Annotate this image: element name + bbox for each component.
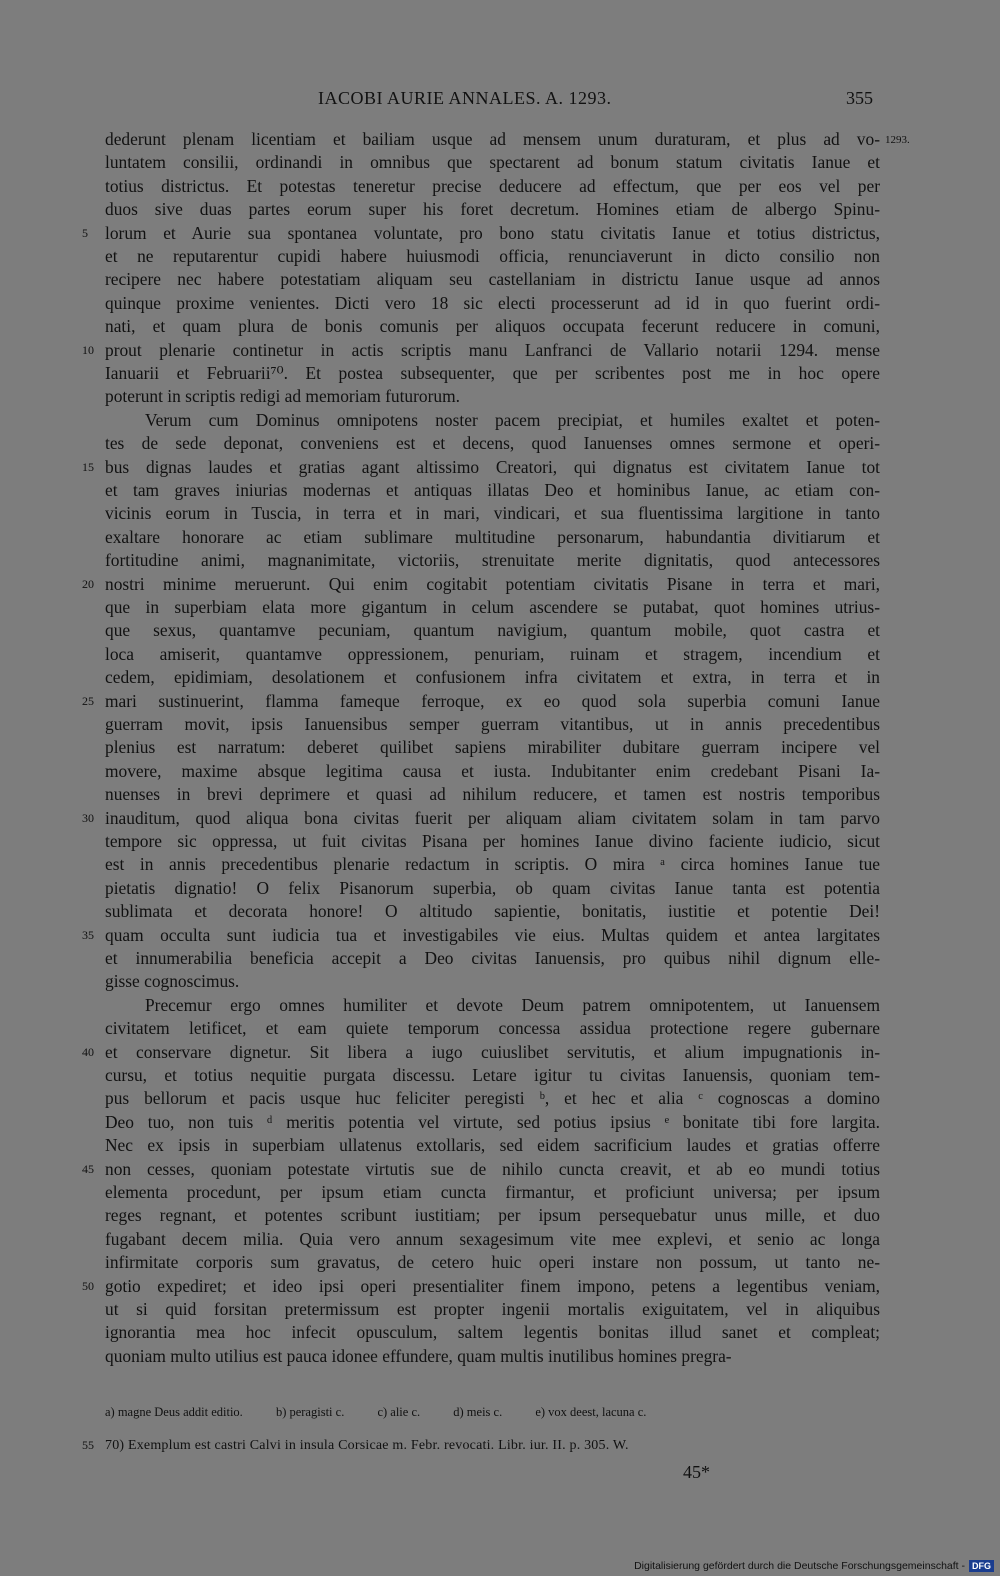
footnote-e: e) vox deest, lacuna c.: [535, 1405, 647, 1419]
text-line: Precemur ergo omnes humiliter et devote Deum patrem omnipotentem, ut Ianuensem: [145, 994, 880, 1015]
text-line: fugabant decem milia. Quia vero annum sexagesimum vite mee explevi, et senio ac longa: [105, 1228, 880, 1249]
text-line: Ianuarii et Februarii⁷⁰. Et postea subsequenter, que per scribentes post me in hoc opere: [105, 363, 880, 383]
line-number: 25: [82, 693, 94, 708]
text-line: et conservare dignetur. Sit libera a iugo cuiuslibet servitutis, et alium impugnationis in-: [105, 1041, 880, 1062]
text-line: que sexus, quantamve pecuniam, quantum navigium, quantum mobile, quot castra et: [105, 620, 880, 641]
text-line: inauditum, quod aliqua bona civitas fuerit per aliquam aliam civitatem solam in tam parvo: [105, 807, 880, 828]
text-line: civitatem letificet, et eam quiete temporum concessa assidua protectione regere gubernare: [105, 1018, 880, 1039]
line-number: 35: [82, 927, 94, 942]
text-line: ut si quid forsitan pretermissum est propter ingenii mortalis exiguitatem, vel in aliquibus: [105, 1299, 880, 1319]
text-line: gotio expediret; et ideo ipsi operi presentialiter finem impono, petens a legentibus veniam,: [105, 1275, 880, 1296]
text-line: et tam graves iniurias modernas et antiquas illatas Deo et hominibus Ianue, ac etiam con-: [105, 480, 880, 500]
text-line: totius districtus. Et potestas teneretur precise deducere ad effectum, que per eos vel per: [105, 175, 880, 196]
text-line: quoniam multo utilius est pauca idonee effundere, quam multis inutilibus homines pregra-: [105, 1345, 732, 1366]
text-line: que in superbiam elata more gigantum in celum ascendere se putabat, quot homines utrius-: [105, 597, 880, 617]
text-line: luntatem consilii, ordinandi in omnibus que spectarent ad bonum statum civitatis Ianue et: [105, 152, 880, 173]
variant-footnotes: [105, 1405, 865, 1420]
text-line: recipere nec habere potestatiam aliquam seu castellaniam in districtu Ianue usque ad annos: [105, 269, 880, 290]
text-line: nuenses in brevi deprimere et quasi ad nihilum reducere, et tamen est nostris temporibus: [105, 784, 880, 805]
text-line: infirmitate corporis sum gravatus, de cetero huic operi instare non possum, ut tanto ne-: [105, 1252, 880, 1273]
text-line: exaltare honorare ac etiam sublimare multitudine personarum, habundantia divitiarum et: [105, 526, 880, 547]
dfg-attribution: [634, 1560, 994, 1572]
footnote-b: b) peragisti c.: [275, 1405, 345, 1419]
signature-mark: 45*: [683, 1462, 710, 1482]
text-line: poterunt in scriptis redigi ad memoriam futurorum.: [105, 386, 460, 407]
text-line: pietatis dignatio! O felix Pisanorum superbia, ob quam civitas Ianue tanta est potentia: [105, 877, 880, 898]
text-line: bus dignas laudes et gratias agant altissimo Creatori, qui dignatus est civitatem Ianue tot: [105, 456, 880, 477]
text-line: cedem, epidimiam, desolationem et confusionem infra civitatem et extra, in terra et in: [105, 667, 880, 688]
text-line: est in annis precedentibus plenarie redactum in scriptis. O mira ᵃ circa homines Ianue tue: [105, 854, 880, 875]
text-line: fortitudine animi, magnanimitate, victoriis, strenuitate merite dignitatis, quod antecessores: [105, 550, 880, 571]
page-number: 355: [846, 88, 873, 108]
text-line: sublimata et decorata honore! O altitudo sapientie, bonitatis, iustitie et potentie Dei!: [105, 901, 880, 922]
running-title: IACOBI AURIE ANNALES. A. 1293.: [318, 88, 612, 108]
text-line: pus bellorum et pacis usque huc feliciter peregisti ᵇ, et hec et alia ᶜ cognoscas a domino: [105, 1088, 880, 1109]
text-line: et innumerabilia beneficia accepit a Deo civitas Ianuensis, pro quibus nihil dignum elle-: [105, 948, 880, 968]
footnote-line-number: 55: [82, 1438, 94, 1452]
dfg-attribution-text: Digitalisierung gefördert durch die Deutsche Forschungsgemeinschaft -: [634, 1560, 965, 1572]
text-line: quinque proxime venientes. Dicti vero 18 sic electi processerunt ad id in quo fuerint ordi-: [105, 292, 880, 313]
text-line: tes de sede deponat, conveniens est et decens, quod Ianuenses omnes sermone et operi-: [105, 433, 880, 454]
text-line: plenius est narratum: deberet quilibet sapiens mirabiliter dubitare guerram incipere vel: [105, 737, 880, 758]
text-line: Deo tuo, non tuis ᵈ meritis potentia vel virtute, sed potius ipsius ᵉ bonitate tibi fore largita.: [105, 1111, 880, 1132]
text-line: mari sustinuerint, flamma fameque ferroque, ex eo quod sola superbia comuni Ianue: [105, 690, 880, 711]
text-line: gisse cognoscimus.: [105, 971, 240, 992]
text-line: cursu, et totius nequitie purgata discessu. Letare igitur tu civitas Ianuensis, quoniam tem-: [105, 1065, 880, 1085]
text-line: Nec ex ipsis in superbiam ullatenus extollaris, sed eidem sacrificium laudes et gratias offerre: [105, 1135, 880, 1156]
text-line: vicinis eorum in Tuscia, in terra et in mari, vindicari, et sua fluentissima largitione in tanto: [105, 503, 880, 524]
text-line: quam occulta sunt iudicia tua et investigabiles vie eius. Multas quidem et antea largitates: [105, 924, 880, 945]
dfg-logo-icon: DFG: [969, 1560, 994, 1572]
text-line: nati, et quam plura de bonis comunis per aliquos occupata fecerunt reducere in comuni,: [105, 316, 880, 337]
line-number: 30: [82, 810, 94, 825]
line-number: 10: [82, 342, 94, 357]
text-line: loca amiserit, quantamve oppressionem, penuriam, ruinam et stragem, incendium et: [105, 643, 880, 664]
text-line: tempore sic oppressa, ut fuit civitas Pisana per homines Ianue divino faciente iudicio, sicut: [105, 831, 880, 851]
line-number: 50: [82, 1278, 94, 1293]
text-line: guerram movit, ipsis Ianuensibus semper guerram vitantibus, ut in annis precedentibus: [105, 714, 880, 734]
line-number: 40: [82, 1044, 94, 1059]
year-margin-note: 1293.: [885, 134, 910, 146]
text-line: elementa procedunt, per ipsum etiam cuncta firmantur, et proficiunt universa; per ipsum: [105, 1182, 880, 1202]
text-line: non cesses, quoniam potestate virtutis sue de nihilo cuncta creavit, et ab eo mundi totius: [105, 1158, 880, 1179]
text-line: ignorantia mea hoc infecit opusculum, saltem legentis bonitas illud sanet et compleat;: [105, 1322, 880, 1343]
text-line: reges regnant, et potentes scribunt iustitiam; per ipsum persequebatur unus mille, et duo: [105, 1205, 880, 1226]
text-line: prout plenarie continetur in actis scriptis manu Lanfranci de Vallario notarii 1294. mense: [105, 339, 880, 360]
text-line: duos sive duas partes eorum super his foret decretum. Homines etiam de albergo Spinu-: [105, 199, 880, 220]
text-line: movere, maxime absque legitima causa et iusta. Indubitanter enim credebant Pisani Ia-: [105, 760, 880, 781]
text-line: dederunt plenam licentiam et bailiam usque ad mensem unum duraturam, et plus ad vo-: [105, 129, 880, 149]
footnote-70: 70) Exemplum est castri Calvi in insula Corsicae m. Febr. revocati. Libr. iur. II. p. 305. W.: [105, 1438, 629, 1453]
text-line: et ne reputarentur cupidi habere huiusmodi officia, renunciaverunt in dicto consilio non: [105, 246, 880, 266]
line-number: 5: [82, 225, 88, 240]
line-number: 20: [82, 576, 94, 591]
text-line: lorum et Aurie sua spontanea voluntate, pro bono statu civitatis Ianue et totius districtus,: [105, 222, 880, 243]
text-line: Verum cum Dominus omnipotens noster pacem precipiat, et humiles exaltet et poten-: [145, 409, 880, 430]
footnote-a: a) magne Deus addit editio.: [105, 1405, 243, 1419]
text-line: nostri minime meruerunt. Qui enim cogitabit potentiam civitatis Pisane in terra et mari,: [105, 573, 880, 594]
line-number: 15: [82, 459, 94, 474]
line-number: 45: [82, 1161, 94, 1176]
footnote-d: d) meis c.: [453, 1405, 503, 1419]
footnote-c: c) alie c.: [377, 1405, 421, 1419]
